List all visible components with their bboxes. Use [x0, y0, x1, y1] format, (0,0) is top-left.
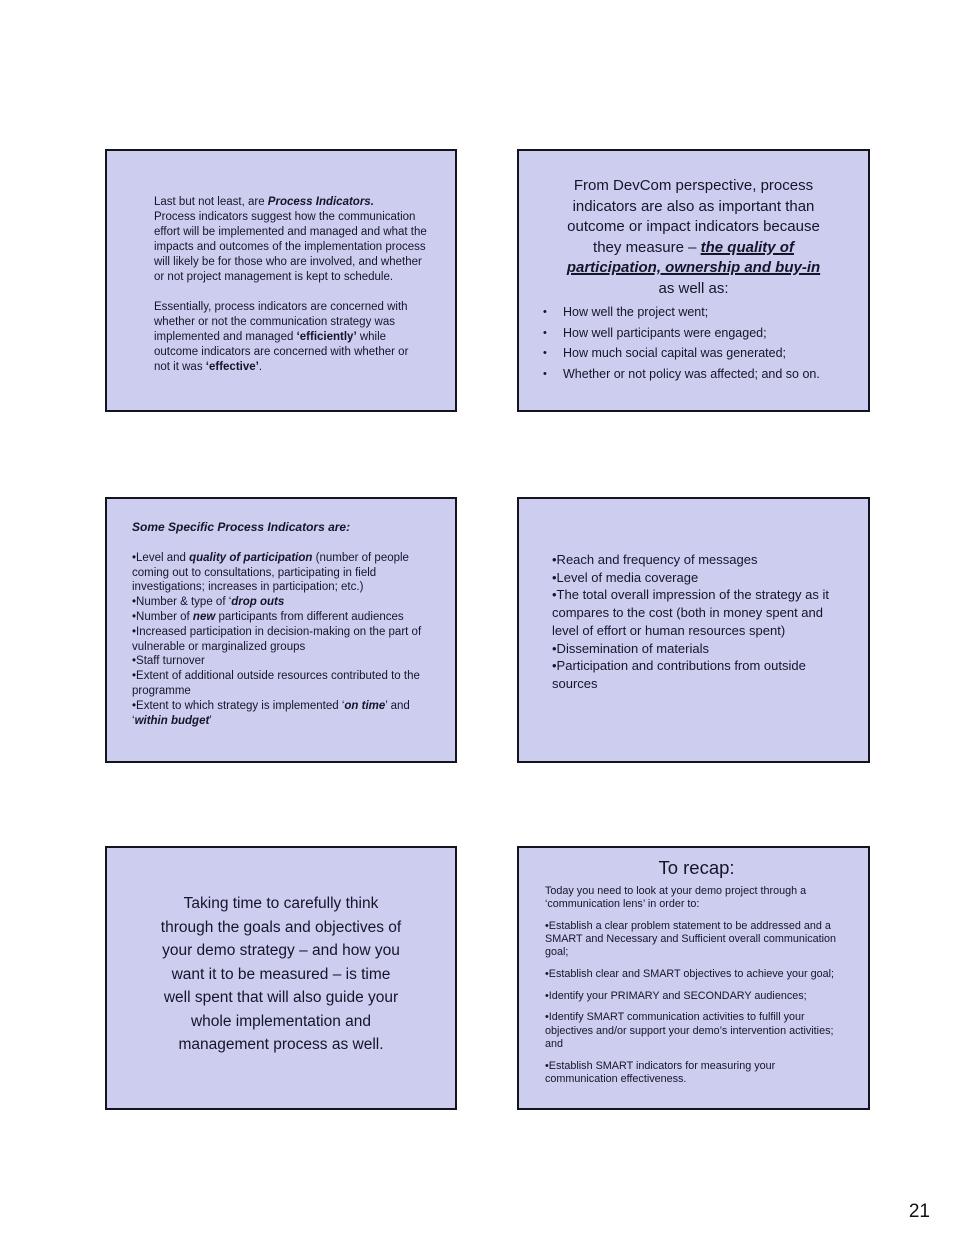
text-run: ’ and ‘: [132, 699, 410, 727]
bullet-text: [563, 343, 786, 364]
page-number: 21: [908, 1201, 930, 1222]
text-run: Process indicators suggest how the communication effort will be implemented and managed and what the impacts and outcomes of the implementation process will likely be for those who are involved, and whether or not project management is kept to schedule.: [154, 211, 427, 283]
text-run: •Establish a clear problem statement to be addressed and a SMART and Necessary and Sufficient overall communication goal;: [545, 919, 837, 959]
text-run: •Level of media coverage: [552, 569, 699, 585]
text-run: ‘effective’: [205, 361, 259, 373]
text-block: [545, 1060, 848, 1086]
text-block: [552, 569, 833, 587]
text-run: •Participation and contributions from outside sources: [552, 658, 806, 691]
text-run: Whether or not policy was affected; and so on.: [563, 366, 820, 381]
text-block: [552, 586, 833, 639]
text-run: ‘efficiently’: [296, 331, 357, 343]
bullet-text: [563, 364, 820, 385]
text-block: [545, 990, 848, 1003]
text-run: How well participants were engaged;: [563, 325, 767, 340]
text-block: [529, 364, 858, 385]
slide-process-indicators-definition: [105, 149, 457, 412]
text-run: Essentially, process indicators are concerned with whether or not the communication strategy was implemented and managed: [154, 301, 408, 343]
text-block: [552, 551, 833, 569]
text-block: [121, 892, 441, 1057]
text-run: •Dissemination of materials: [552, 640, 709, 656]
slide-title: [529, 176, 858, 299]
text-block: [552, 657, 833, 692]
text-run: Process Indicators.: [267, 196, 374, 208]
text-run: •Establish SMART indicators for measuring your communication effectiveness.: [545, 1059, 776, 1085]
text-block: [132, 699, 429, 729]
text-run: well spent that will also guide your: [163, 989, 399, 1006]
text-block: [132, 610, 429, 625]
text-run: .: [258, 361, 263, 373]
text-run: drop outs: [231, 596, 285, 609]
slide-title: [545, 855, 848, 880]
text-run: your demo strategy – and how you: [162, 942, 400, 959]
text-run: on time: [344, 699, 386, 712]
text-run: •The total overall impression of the strategy as it compares to the cost (both in money spent and level of effort or human resources spent): [552, 587, 829, 638]
text-block: [529, 343, 858, 364]
bullet-marker: •: [543, 367, 547, 380]
text-block: [552, 640, 833, 658]
text-run: indicators are also as important than: [572, 197, 815, 215]
text-block: [529, 302, 858, 323]
text-run: Today you need to look at your demo project through a ‘communication lens’ in order to:: [545, 885, 807, 911]
text-block: [529, 323, 858, 344]
text-run: •Number of: [132, 610, 193, 623]
bullet-marker: •: [543, 326, 547, 339]
text-run: How well the project went;: [563, 305, 709, 319]
text-run: •Identify your PRIMARY and SECONDARY audiences;: [545, 989, 807, 1002]
text-block: [154, 195, 427, 285]
text-run: they measure –: [593, 238, 701, 256]
text-run: as well as:: [658, 279, 729, 297]
text-run: •Reach and frequency of messages: [552, 552, 758, 567]
text-run: participation, ownership and buy-in: [566, 259, 821, 276]
bullet-marker: •: [543, 306, 547, 318]
text-run: Last but not least, are: [154, 196, 268, 208]
text-run: Some Specific Process Indicators are:: [132, 520, 351, 534]
text-block: [132, 551, 429, 595]
text-run: want it to be measured – is time: [171, 965, 391, 983]
text-block: [545, 968, 848, 981]
text-block: [132, 595, 429, 610]
text-run: •Establish clear and SMART objectives to achieve your goal;: [545, 968, 835, 981]
text-block: [132, 669, 429, 699]
text-run: the quality of: [700, 238, 794, 256]
slide-specific-process-indicators: [105, 497, 457, 763]
text-run: From DevCom perspective, process: [573, 177, 814, 194]
text-run: ’: [209, 714, 212, 727]
text-run: To recap:: [658, 857, 735, 878]
text-block: [545, 920, 848, 960]
slide-title: [132, 520, 429, 535]
text-run: while outcome indicators are concerned with whether or not it was: [154, 331, 409, 373]
text-run: new: [192, 610, 216, 623]
text-block: [545, 885, 848, 911]
bullet-text: [563, 323, 767, 344]
text-run: •Number & type of ‘: [132, 596, 232, 609]
text-block: [132, 654, 429, 669]
text-run: •Identify SMART communication activities to fulfill your objectives and/or support your demo’s intervention activities; and: [545, 1011, 834, 1050]
text-run: How much social capital was generated;: [563, 346, 787, 360]
slide-reach-indicators: [517, 497, 870, 763]
text-block: [154, 300, 427, 375]
text-run: •Staff turnover: [132, 655, 205, 668]
bullet-text: [563, 302, 708, 323]
text-block: [132, 625, 429, 655]
bullet-marker: •: [543, 347, 547, 359]
text-block: [545, 1011, 848, 1051]
text-run: through the goals and objectives of: [160, 918, 402, 936]
text-run: quality of participation: [189, 551, 313, 564]
text-run: outcome or impact indicators because: [567, 218, 820, 235]
text-run: management process as well.: [178, 1036, 384, 1053]
text-run: •Extent of additional outside resources contributed to the programme: [132, 670, 420, 697]
slide-devcom-perspective: [517, 149, 870, 412]
text-run: •Extent to which strategy is implemented ‘: [132, 699, 345, 712]
text-run: (number of people coming out to consultations, participating in field investigations; increases in participation; etc.): [132, 551, 409, 594]
slide-taking-time-message: [105, 846, 457, 1110]
text-run: within budget: [134, 714, 210, 727]
text-run: Taking time to carefully think: [183, 895, 379, 912]
slide-to-recap: [517, 846, 870, 1110]
text-run: •Increased participation in decision-making on the part of vulnerable or marginalized groups: [132, 625, 422, 653]
text-run: participants from different audiences: [215, 610, 404, 623]
text-run: •Level and: [132, 551, 190, 564]
text-run: whole implementation and: [190, 1012, 372, 1030]
